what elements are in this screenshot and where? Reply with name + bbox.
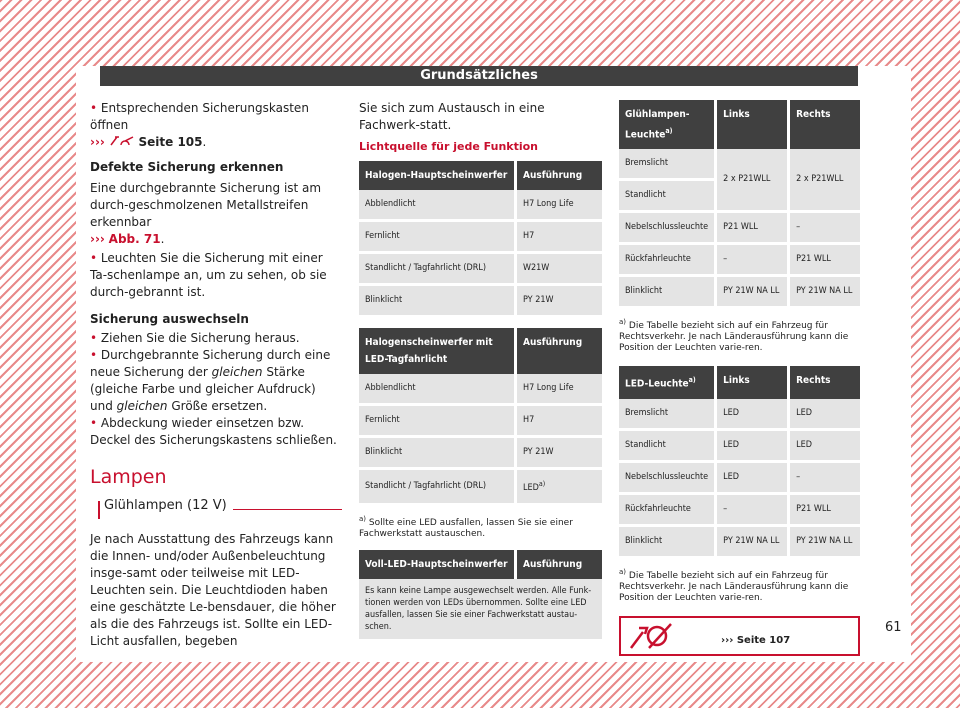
cell: LED: [790, 431, 860, 463]
cell: 2 x P21WLL: [790, 149, 860, 213]
table-row: [619, 495, 860, 527]
table-row: [359, 190, 602, 222]
table-header: Rechts: [790, 366, 860, 398]
table-header: Ausführung: [517, 328, 602, 374]
step-text: Entsprechenden Sicherungskasten öffnen: [90, 101, 309, 132]
cell: H7: [517, 406, 602, 438]
table-voll-led: [359, 550, 602, 642]
period: .: [160, 232, 165, 246]
footnote-marker: a): [619, 567, 627, 576]
cell: Bremslicht: [619, 149, 717, 181]
table-header: Halogen-Hauptscheinwerfer: [359, 161, 517, 190]
footnote-text: Die Tabelle bezieht sich auf ein Fahrzeug für Rechtsverkehr. Je nach Länderausführung kann die Position der Leuchten varie-ren.: [619, 570, 849, 603]
cell: Standlicht: [619, 181, 717, 213]
cell: LED: [717, 399, 790, 431]
header-text: Glühlampen-Leuchte: [625, 109, 690, 141]
footnote-marker: a): [665, 127, 673, 135]
table-row: [619, 431, 860, 463]
page-number: 61: [885, 620, 902, 635]
table-header: [619, 366, 717, 398]
cell: –: [790, 213, 860, 245]
reference-box: [619, 616, 860, 656]
table-header: Ausführung: [517, 550, 602, 579]
step-text: Durchgebrannte Sicherung durch eine neue Sicherung der: [90, 348, 331, 379]
step-text: Größe ersetzen.: [171, 399, 268, 413]
table-row: [359, 254, 602, 286]
cell: LED: [717, 463, 790, 495]
column-1: [90, 100, 342, 650]
table-gluhlampen-leuchte: [619, 100, 860, 309]
cell: Standlicht / Tagfahrlicht (DRL): [359, 470, 517, 506]
table-row: [619, 213, 860, 245]
heading-auswechseln: Sicherung auswechseln: [90, 312, 249, 326]
cell: PY 21W: [517, 286, 602, 318]
table-header: Links: [717, 366, 790, 398]
cell: P21 WLL: [717, 213, 790, 245]
subheading-bar: [98, 501, 100, 519]
table-header: Voll-LED-Hauptscheinwerfer: [359, 550, 517, 579]
cell: Nebelschlussleuchte: [619, 463, 717, 495]
cell: PY 21W: [517, 438, 602, 470]
cell: P21 WLL: [790, 495, 860, 527]
header-text: LED-Leuchte: [625, 378, 689, 390]
arrow-icon: ›››: [90, 135, 105, 149]
table-row: [619, 277, 860, 309]
step-text: Ziehen Sie die Sicherung heraus.: [100, 331, 300, 345]
heading-defekt: Defekte Sicherung erkennen: [90, 160, 284, 174]
table-header: Links: [717, 100, 790, 149]
cell: Abblendlicht: [359, 374, 517, 406]
table-row: [359, 374, 602, 406]
period: .: [202, 135, 207, 149]
table-header: Ausführung: [517, 161, 602, 190]
step-text: Abdeckung wieder einsetzen bzw. Deckel des Sicherungskastens schließen.: [90, 416, 337, 447]
bullet-icon: •: [90, 348, 98, 362]
table-row: [359, 222, 602, 254]
paragraph: Je nach Ausstattung des Fahrzeugs kann die Innen- und/oder Außenbeleuchtung insge-samt oder teilweise mit LED-Leuchten sein. Die Leuchtdioden haben eine geschätzte Le-bensdauer, die höher als die des Fahrzeugs ist. Sollte ein LED-Licht ausfallen, begeben: [90, 532, 336, 648]
table-row: [359, 470, 602, 506]
table-row: [619, 149, 860, 181]
table-halogen-led: [359, 328, 602, 506]
page-reference-link[interactable]: ››› Seite 107: [721, 634, 791, 646]
table-led-leuchte: [619, 366, 860, 558]
cell: Rückfahrleuchte: [619, 245, 717, 277]
cell: PY 21W NA LL: [717, 527, 790, 559]
arrow-icon: ›››: [90, 232, 105, 246]
cell: PY 21W NA LL: [790, 527, 860, 559]
cell: 2 x P21WLL: [717, 149, 790, 213]
cell: Fernlicht: [359, 222, 517, 254]
cell: PY 21W NA LL: [790, 277, 860, 309]
cell: LED: [523, 483, 539, 493]
cell: Standlicht: [619, 431, 717, 463]
footnote-marker: a): [619, 318, 627, 327]
subheading-wrap: [90, 497, 342, 521]
cell: Rückfahrleuchte: [619, 495, 717, 527]
cell: Fernlicht: [359, 406, 517, 438]
section-title-lampen: Lampen: [90, 466, 167, 488]
paragraph: Sie sich zum Austausch in eine Fachwerk-statt.: [359, 101, 545, 132]
bullet-icon: •: [90, 331, 98, 345]
cell: P21 WLL: [790, 245, 860, 277]
cell: W21W: [517, 254, 602, 286]
cell: Es kann keine Lampe ausgewechselt werden. Alle Funk-tionen werden von LEDs übernommen. Sollte eine LED ausfallen, lassen Sie sie einer Fachwerkstatt austau-schen.: [359, 579, 602, 642]
table-header: [619, 100, 717, 149]
emphasis: gleichen: [211, 365, 263, 379]
cell: Abblendlicht: [359, 190, 517, 222]
table-row: [619, 527, 860, 559]
bullet-icon: •: [90, 251, 98, 265]
cell: –: [717, 495, 790, 527]
cell: Blinklicht: [619, 277, 717, 309]
table-row: [359, 406, 602, 438]
table-row: [359, 579, 602, 642]
cell: LED: [790, 399, 860, 431]
cell: H7 Long Life: [517, 190, 602, 222]
bullet-icon: •: [90, 101, 98, 115]
footnote-text: Sollte eine LED ausfallen, lassen Sie sie einer Fachwerkstatt austauschen.: [359, 518, 573, 539]
table-row: [619, 463, 860, 495]
table-row: [619, 245, 860, 277]
emphasis: gleichen: [116, 399, 168, 413]
cell: Blinklicht: [619, 527, 717, 559]
table-row: [619, 399, 860, 431]
cell: Blinklicht: [359, 286, 517, 318]
bullet-icon: •: [90, 416, 98, 430]
cell: Blinklicht: [359, 438, 517, 470]
figure-link[interactable]: Abb. 71: [108, 232, 161, 246]
table-row: [359, 286, 602, 318]
cell: LED: [717, 431, 790, 463]
table-header: Halogenscheinwerfer mit LED-Tagfahrlicht: [359, 328, 517, 374]
cell: H7: [517, 222, 602, 254]
table-group-title: Lichtquelle für jede Funktion: [359, 140, 539, 153]
cell: Nebelschlussleuchte: [619, 213, 717, 245]
cell: –: [717, 245, 790, 277]
column-2: [359, 100, 602, 642]
mechanic-icon: [627, 622, 675, 652]
subsection-title-gluhlampen: Glühlampen (12 V): [90, 497, 233, 514]
mechanic-icon: [109, 135, 135, 147]
cell: –: [790, 463, 860, 495]
cell: Standlicht / Tagfahrlicht (DRL): [359, 254, 517, 286]
cell: H7 Long Life: [517, 374, 602, 406]
table-row: [359, 438, 602, 470]
footnote-marker: a): [538, 480, 546, 488]
page-header: Grundsätzliches: [100, 66, 858, 86]
paragraph: Eine durchgebrannte Sicherung ist am durch-geschmolzenen Metallstreifen erkennbar: [90, 181, 322, 229]
page-link[interactable]: Seite 105: [138, 135, 203, 149]
table-halogen: [359, 161, 602, 318]
column-3: [619, 100, 860, 656]
step-text: Stärke (gleiche Farbe und gleicher Aufdruck) und: [90, 365, 316, 413]
table-header: Rechts: [790, 100, 860, 149]
footnote-marker: a): [688, 376, 696, 385]
footnote-marker: a): [359, 515, 367, 523]
step-text: Leuchten Sie die Sicherung mit einer Ta-schenlampe an, um zu sehen, ob sie durch-gebrannt ist.: [90, 251, 327, 299]
cell: Bremslicht: [619, 399, 717, 431]
cell: PY 21W NA LL: [717, 277, 790, 309]
footnote-text: Die Tabelle bezieht sich auf ein Fahrzeug für Rechtsverkehr. Je nach Länderausführung kann die Position der Leuchten varie-ren.: [619, 321, 849, 354]
